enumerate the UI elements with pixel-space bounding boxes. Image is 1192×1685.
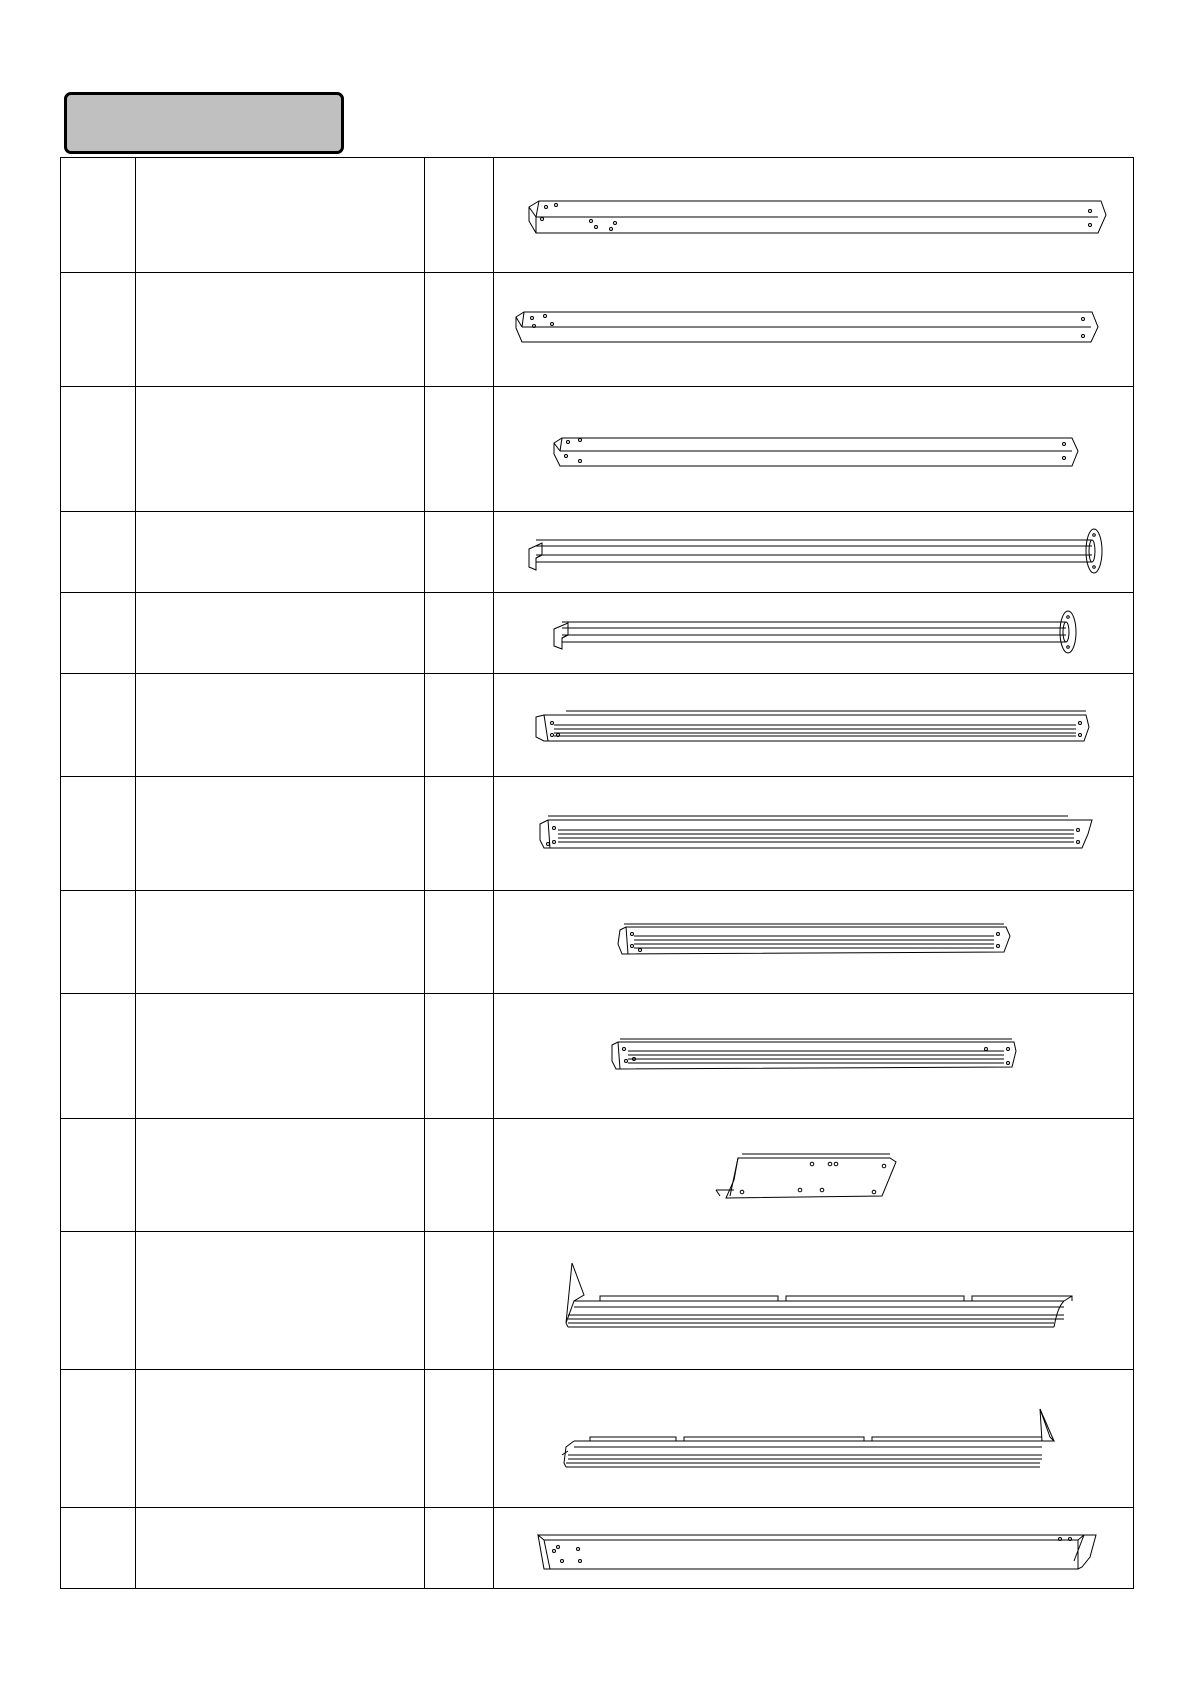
part-description: [136, 777, 425, 891]
part-description: [136, 387, 425, 512]
part-illustration: [494, 593, 1134, 674]
part-description: [136, 1370, 425, 1508]
part-number: [61, 1232, 136, 1370]
parts-table: [60, 157, 1134, 1589]
part-illustration: [494, 273, 1134, 387]
part-quantity: [425, 273, 494, 387]
table-row: [61, 777, 1134, 891]
part-illustration: [494, 891, 1134, 994]
part-quantity: [425, 1119, 494, 1232]
square-tube-icon: [494, 159, 1133, 272]
gable-rail-icon: [494, 1233, 1133, 1369]
table-row: [61, 512, 1134, 593]
table-row: [61, 387, 1134, 512]
table-row: [61, 593, 1134, 674]
part-illustration: [494, 1508, 1134, 1589]
part-description: [136, 512, 425, 593]
part-illustration: [494, 994, 1134, 1119]
square-tube-icon: [494, 274, 1133, 386]
table-row: [61, 1370, 1134, 1508]
part-illustration: [494, 674, 1134, 777]
part-number: [61, 512, 136, 593]
part-number: [61, 273, 136, 387]
part-quantity: [425, 994, 494, 1119]
part-illustration: [494, 387, 1134, 512]
round-pipe-flange-icon: [494, 594, 1133, 673]
part-number: [61, 1119, 136, 1232]
part-description: [136, 674, 425, 777]
table-row: [61, 891, 1134, 994]
part-number: [61, 1370, 136, 1508]
part-number: [61, 891, 136, 994]
part-quantity: [425, 1232, 494, 1370]
part-illustration: [494, 777, 1134, 891]
round-pipe-flange-icon: [494, 513, 1133, 592]
part-quantity: [425, 1508, 494, 1589]
part-description: [136, 273, 425, 387]
part-number: [61, 674, 136, 777]
part-quantity: [425, 891, 494, 994]
part-quantity: [425, 777, 494, 891]
table-row: [61, 1232, 1134, 1370]
part-illustration: [494, 512, 1134, 593]
part-description: [136, 593, 425, 674]
angle-rail-icon: [494, 1509, 1133, 1588]
part-quantity: [425, 593, 494, 674]
part-description: [136, 994, 425, 1119]
channel-beam-icon: [494, 778, 1133, 890]
part-number: [61, 387, 136, 512]
part-number: [61, 158, 136, 273]
gable-rail-icon: [494, 1371, 1133, 1507]
part-illustration: [494, 1119, 1134, 1232]
part-number: [61, 994, 136, 1119]
part-description: [136, 1508, 425, 1589]
table-row: [61, 994, 1134, 1119]
part-description: [136, 1232, 425, 1370]
part-number: [61, 777, 136, 891]
part-number: [61, 1508, 136, 1589]
table-row: [61, 674, 1134, 777]
part-illustration: [494, 1370, 1134, 1508]
parts-list-header-box: [64, 92, 344, 154]
part-quantity: [425, 387, 494, 512]
table-row: [61, 1508, 1134, 1589]
table-row: [61, 1119, 1134, 1232]
part-quantity: [425, 1370, 494, 1508]
part-illustration: [494, 158, 1134, 273]
part-number: [61, 593, 136, 674]
channel-beam-icon: [494, 675, 1133, 776]
part-quantity: [425, 512, 494, 593]
part-illustration: [494, 1232, 1134, 1370]
bracket-plate-icon: [494, 1120, 1133, 1231]
part-description: [136, 1119, 425, 1232]
channel-beam-icon: [494, 892, 1133, 993]
part-quantity: [425, 674, 494, 777]
table-row: [61, 158, 1134, 273]
part-quantity: [425, 158, 494, 273]
part-description: [136, 891, 425, 994]
table-row: [61, 273, 1134, 387]
part-description: [136, 158, 425, 273]
channel-beam-icon: [494, 995, 1133, 1118]
square-tube-icon: [494, 388, 1133, 511]
